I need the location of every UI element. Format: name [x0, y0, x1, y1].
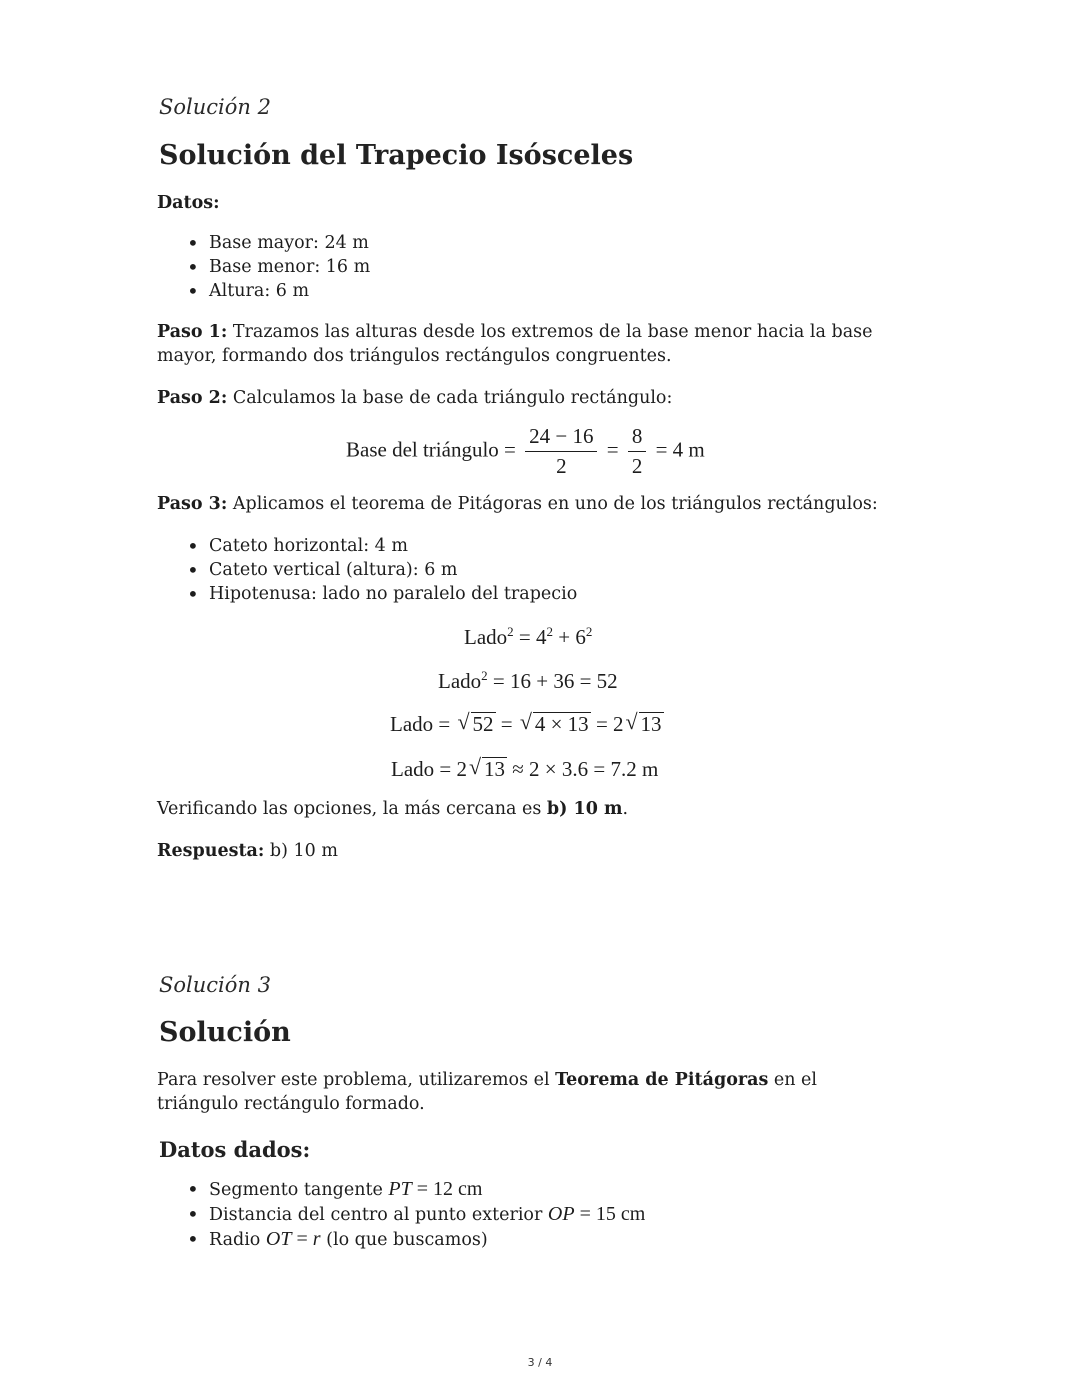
datos-label — [157, 191, 917, 215]
list-item: • Base menor: 16 m — [157, 255, 370, 279]
answer — [157, 839, 917, 863]
equation-pythagoras-4 — [391, 754, 659, 782]
list-item — [157, 1227, 645, 1252]
answer-label: Respuesta: — [157, 841, 265, 861]
sqrt-52 — [457, 709, 496, 737]
eq1-sup-b: 2 — [546, 624, 553, 639]
list-item — [157, 1202, 645, 1227]
eq2-sup: 2 — [481, 668, 488, 683]
answer-text: b) 10 m — [264, 841, 338, 861]
item3-var2: r — [312, 1228, 321, 1250]
intro-bold: Teorema de Pitágoras — [555, 1070, 769, 1090]
solution-2-title: Solución del Trapecio Isósceles — [159, 140, 634, 171]
verif-end: . — [622, 799, 629, 819]
item3-c: (lo que buscamos) — [320, 1230, 488, 1250]
eq2-b: = 16 + 36 = 52 — [487, 669, 618, 693]
datos-label-text: Datos: — [157, 193, 220, 213]
equation-pythagoras-1 — [464, 624, 592, 650]
item2-b: = 15 cm — [574, 1203, 646, 1225]
solution-3-title: Solución — [159, 1017, 291, 1048]
radicand: 52 — [472, 712, 494, 736]
sqrt-4x13 — [519, 709, 591, 737]
sqrt-symbol: √ — [469, 754, 482, 779]
eq1-c: + 6 — [553, 625, 586, 649]
list-item: • Altura: 6 m — [157, 279, 370, 303]
paso-2 — [157, 386, 917, 410]
eq1-a: Lado — [464, 625, 508, 649]
sqrt-symbol: √ — [625, 709, 638, 734]
solution-3-tag: Solución 3 — [159, 973, 271, 997]
radicand: 4 × 13 — [534, 712, 589, 736]
equation-pythagoras-2 — [438, 668, 618, 694]
eq1-sup-c: 2 — [585, 624, 593, 639]
verif-answer: b) 10 m — [546, 799, 623, 819]
verification-text — [157, 797, 917, 821]
list-item: • Hipotenusa: lado no paralelo del trapecio — [157, 582, 577, 606]
intro-b: en el triángulo rectángulo formado. — [157, 1070, 818, 1114]
item2-a: Distancia del centro al punto exterior — [209, 1205, 548, 1225]
paso-1 — [157, 320, 917, 368]
datos-list — [157, 231, 370, 303]
eq4-a: Lado = 2 — [391, 757, 467, 781]
item1-a: Segmento tangente — [209, 1180, 389, 1200]
eq-base-lhs: Base del triángulo = — [346, 437, 516, 462]
item3-var: OT — [265, 1228, 292, 1250]
fraction-2-num: 8 — [628, 424, 647, 452]
paso-3 — [157, 492, 917, 516]
sqrt-symbol: √ — [519, 709, 532, 734]
eq2-a: Lado — [438, 669, 482, 693]
list-item — [157, 1177, 645, 1202]
eq-base-rhs: = 4 m — [655, 437, 705, 462]
equation-base — [346, 424, 705, 479]
paso-1-text: Trazamos las alturas desde los extremos de la base menor hacia la base mayor, formando dos triángulos rectángulos congruentes. — [157, 322, 873, 366]
verif-text: Verificando las opciones, la más cercana es — [157, 799, 547, 819]
radicand: 13 — [484, 757, 505, 781]
eq1-b: = 4 — [513, 625, 547, 649]
fraction-2-den: 2 — [631, 454, 643, 478]
list-item: • Base mayor: 24 m — [157, 231, 370, 255]
page-number: 3 / 4 — [527, 1356, 553, 1369]
item3-b: = — [291, 1228, 313, 1250]
item2-var: OP — [547, 1203, 575, 1225]
item1-b: = 12 cm — [411, 1178, 483, 1200]
datos-dados-title: Datos dados: — [159, 1137, 311, 1162]
eq-base-equals: = — [606, 437, 619, 462]
sqrt-13 — [469, 754, 507, 782]
paso-3-text: Aplicamos el teorema de Pitágoras en uno de los triángulos rectángulos: — [227, 494, 878, 514]
solution-2-tag: Solución 2 — [159, 95, 271, 119]
radicand: 13 — [640, 712, 662, 736]
item1-var: PT — [388, 1178, 412, 1200]
fraction-1 — [525, 424, 597, 479]
solution-3-intro — [157, 1068, 877, 1116]
paso-2-label: Paso 2: — [157, 388, 228, 408]
paso-3-list — [157, 534, 577, 606]
eq3-a: Lado = — [390, 712, 456, 736]
eq4-b: ≈ 2 × 3.6 = 7.2 m — [507, 757, 659, 781]
fraction-1-den: 2 — [556, 454, 567, 478]
intro-a: Para resolver este problema, utilizaremos el — [157, 1070, 556, 1090]
list-item: • Cateto vertical (altura): 6 m — [157, 558, 577, 582]
item3-a: Radio — [209, 1230, 266, 1250]
eq3-c: = 2 — [590, 712, 624, 736]
equation-pythagoras-3 — [390, 709, 664, 737]
sqrt-13 — [625, 709, 664, 737]
paso-1-label: Paso 1: — [157, 322, 228, 342]
sqrt-symbol: √ — [457, 709, 470, 734]
eq1-sup-a: 2 — [507, 624, 514, 639]
list-item: • Cateto horizontal: 4 m — [157, 534, 577, 558]
fraction-1-num: 24 − 16 — [525, 424, 597, 452]
datos-dados-list — [157, 1177, 645, 1252]
paso-3-label: Paso 3: — [157, 494, 228, 514]
fraction-2 — [628, 424, 647, 479]
eq3-b: = — [495, 712, 518, 736]
paso-2-text: Calculamos la base de cada triángulo rectángulo: — [227, 388, 673, 408]
